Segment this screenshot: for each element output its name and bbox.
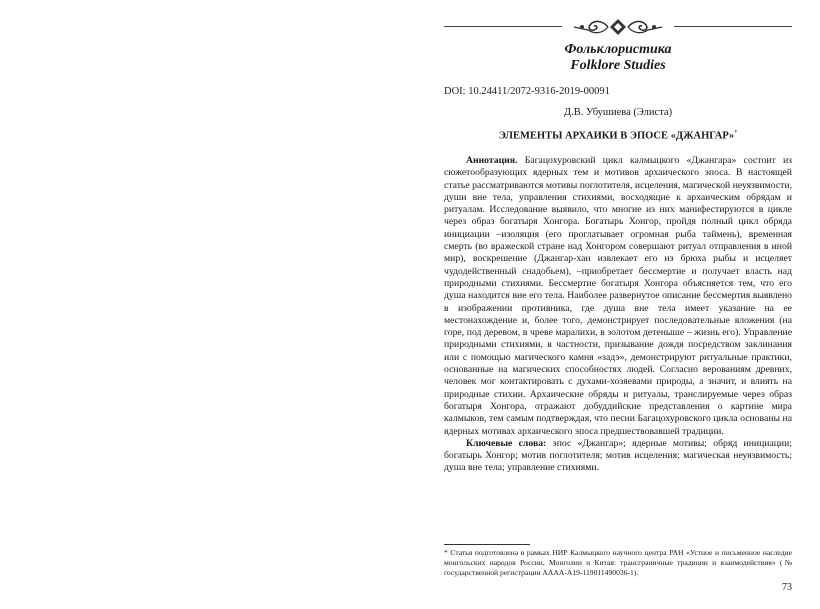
title-footnote-mark: *: [734, 130, 738, 136]
doi: DOI: 10.24411/2072-9316-2019-00091: [444, 86, 610, 97]
ornament-rule-right: [674, 26, 792, 27]
keywords-text: эпос «Джангар»; ядерные мотивы; обряд инициации; богатырь Хонгор; мотив поглотителя; мотив исцеления; магическая неуязвимость; душа вне тела; управление стихиями.: [444, 437, 792, 474]
ornament-icon: [568, 18, 668, 36]
footnote: * Статья подготовлена в рамках НИР Калмыцкого научного центра РАН «Устное и письменное наследие монгольских народов России, Монголии и Китая: трансграничные традиции и взаимодействия» (№ государственной регистрации АААА-А19-119011490036-1).: [444, 548, 792, 577]
footnote-rule: [444, 544, 530, 545]
ornament-rule-left: [444, 26, 562, 27]
keywords-label: Ключевые слова:: [466, 437, 547, 449]
abstract-text: Багацохуровский цикл калмыцкого «Джангара» состоит из сюжетообразующих ядерных тем и мотивов архаического эпоса. В настоящей статье рассматриваются мотивы поглотителя, исцеления, магической неуязвимости, души вне тела, управления стихиями, восходящие к архаическим обрядам и ритуалам. Исследование выявило, что многие из них манифестируются в цикле через образ богатыря Хонгора. Богатырь Хонгор, пройдя полный цикл обряда инициации –изоляция (его проглатывает огромная рыба таймень), временная смерть (во вражеской стране над Хонгором совершают ритуал отправления в иной мир), воскрешение (Джангар-хан извлекает его из брюха рыбы и исцеляет чудодейственный снадобьем), –приобретает бессмертие и получает власть над природными стихиями. Бессмертие богатыря Хонгора объясняется тем, что его душа находится вне его тела. Наиболее развернутое описание бессмертия выявлено в изображении противника, где душа вне тела имеет указание на ее местонахождение и, более того, демонстрирует последовательные вложения (на горе, под деревом, в чреве маралихи, в золотом детеныше – жизнь его). Управление природными стихиями, в частности, призывание дождя посредством заклинания или с помощью магического камня «задэ», демонстрируют ритуальные практики, основанные на магических способностях людей. Согласно верованиям древних, человек мог контактировать с духами-хозяевами природы, а значит, и влиять на природные стихии. Архаические обряды и ритуалы, транслируемые через образ богатыря Хонгора, отражают добуддийские представления о картине мира калмыков, тем самым подтверждая, что песни Багацохуровского цикла основаны на ядерных мотивах архаического эпоса предшествовавшей традиции.: [444, 155, 792, 437]
page-number: 73: [782, 582, 792, 593]
abstract-label: Аннотация.: [466, 155, 518, 166]
journal-section-title-en: Folklore Studies: [570, 58, 666, 73]
journal-section-title-ru: Фольклористика: [564, 42, 672, 57]
abstract: [444, 155, 792, 438]
article-title: [444, 130, 792, 142]
keywords: [444, 438, 792, 475]
header-ornament: [444, 16, 792, 38]
author: Д.В. Убушиева (Элиста): [563, 107, 673, 118]
journal-page: [444, 0, 792, 609]
article-title-text: ЭЛЕМЕНТЫ АРХАИКИ В ЭПОСЕ «ДЖАНГАР»: [498, 130, 735, 142]
article-body: [444, 155, 792, 475]
